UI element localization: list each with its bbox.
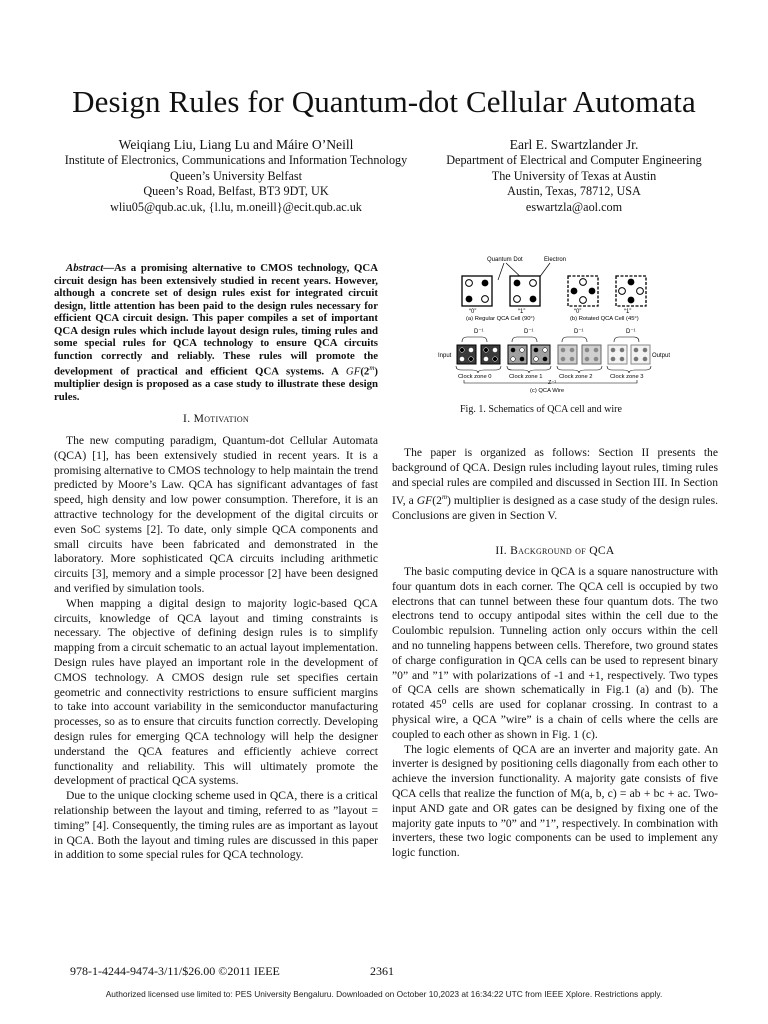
regular-cell-zero bbox=[462, 276, 492, 306]
abstract-label: Abstract bbox=[66, 262, 104, 274]
delay-brace bbox=[562, 337, 587, 342]
author-block-left bbox=[40, 136, 432, 215]
label-input: Input bbox=[438, 353, 452, 359]
label-clock-zone: Clock zone 2 bbox=[559, 374, 593, 380]
label-zero: “0” bbox=[469, 309, 477, 315]
wire-zone2-cell bbox=[558, 345, 577, 364]
author-names: Weiqiang Liu, Liang Lu and Máire O’Neill bbox=[118, 137, 354, 152]
wire-zone2-cell bbox=[582, 345, 601, 364]
figure-caption: Fig. 1. Schematics of QCA cell and wire bbox=[460, 404, 622, 415]
label-qca-wire: (c) QCA Wire bbox=[530, 388, 565, 394]
label-z: Z⁻¹ bbox=[548, 380, 557, 386]
label-clock-zone: Clock zone 1 bbox=[509, 374, 543, 380]
author-address: Queen’s Road, Belfast, BT3 9DT, UK bbox=[143, 184, 329, 199]
page-number: 2361 bbox=[370, 964, 394, 978]
wire-zone1-cell bbox=[508, 345, 527, 364]
label-output: Output bbox=[652, 353, 671, 359]
license-notice: Authorized licensed use limited to: PES University Bengaluru. Downloaded on October 10,2023 at 16:34:22 UTC from IEEE Xplore. Restrictions apply. bbox=[105, 989, 663, 999]
delay-brace bbox=[512, 337, 537, 342]
paragraph: The logic elements of QCA are an inverter and majority gate. An inverter is designed by positioning cells diagonally from each other to achieve the inversion functionality. A majority gate consists of five QCA cells that realize the function of M(a, b, c) = ab + bc + ac. Two-input AND gate and OR gates can be designed by fixing one of the majority gate inputs to ”0” and ”1”, respectively. In combination with inverters, these two logic components can be used to implement any logic function. bbox=[392, 742, 718, 860]
delay-brace bbox=[614, 337, 639, 342]
abstract: Abstract—As a promising alternative to CMOS technology, QCA circuit design has been extensively studied in recent years. However, although a concrete set of design rules exist for integrated circuit design, little attention has been paid to the design rules necessary for efficient QCA circuit design. This paper compiles a set of important QCA design rules which include layout design rules, timing rules and some special rules for QCA technology to ensure QCA circuits function correctly and reliably. These rules will promote the development of practical and efficient QCA systems. A GF(2$^m$) multiplier design is proposed as a case study to illustrate these design rules. bbox=[54, 262, 378, 403]
wire-zone1-cell bbox=[531, 345, 550, 364]
section-background-body bbox=[392, 565, 718, 861]
section-heading-motivation: I. Motivation bbox=[183, 412, 249, 425]
label-rotated-cell: (b) Rotated QCA Cell (45°) bbox=[570, 316, 639, 322]
author-email: eswartzla@aol.com bbox=[525, 199, 623, 214]
pointer-line bbox=[498, 263, 504, 280]
paragraph: The basic computing device in QCA is a square nanostructure with four quantum dots in each corner. The QCA cell is occupied by two electrons that can tunnel between these four quantum dots. The two electrons tend to occupy antipodal sites within the cell due to the Coulombic repulsion. Tunneling action only occurs within the cell and no tunneling happens between cells. Therefore, two ground states of charge configuration in QCA cells can be used to represent binary ”0” and ”1” with polarizations of -1 and +1, respectively. Two types of QCA cells are shown schematically in Fig.1 (a) and (b). The rotated 45⁰ cells are used for coplanar crossing. In contrast to a physical wire, a QCA ”wire” is a chain of cells where the cells are coupled to each other as shown in Fig. 1 (c). bbox=[392, 565, 718, 741]
wire-zone3-cell bbox=[631, 345, 650, 364]
author-affiliation: Institute of Electronics, Communications and Information Technology bbox=[64, 153, 408, 167]
label-quantum-dot: Quantum Dot bbox=[487, 257, 523, 263]
zone-brace bbox=[607, 366, 651, 373]
rotated-cell-one bbox=[616, 276, 646, 306]
author-block-right bbox=[424, 136, 724, 215]
label-electron: Electron bbox=[544, 257, 567, 263]
footer-isbn: 978-1-4244-9474-3/11/$26.00 ©2011 IEEE bbox=[70, 964, 280, 978]
label-regular-cell: (a) Regular QCA Cell (90°) bbox=[466, 316, 535, 322]
author-affiliation: Department of Electrical and Computer Engineering bbox=[446, 153, 702, 167]
wire-zone0-cell bbox=[457, 345, 476, 364]
wire-zone0-cell bbox=[481, 345, 500, 364]
delay-brace bbox=[462, 337, 487, 342]
label-zero: “0” bbox=[574, 309, 582, 315]
zone-brace bbox=[507, 366, 551, 373]
label-delay: D⁻¹ bbox=[524, 329, 534, 335]
abstract-text-after: multiplier design is proposed as a case study to illustrate these design rules. bbox=[54, 378, 378, 403]
label-clock-zone: Clock zone 3 bbox=[610, 374, 644, 380]
label-one: “1” bbox=[518, 309, 526, 315]
label-delay: D⁻¹ bbox=[474, 329, 484, 335]
author-address: Austin, Texas, 78712, USA bbox=[507, 184, 641, 199]
label-delay: D⁻¹ bbox=[626, 329, 636, 335]
rotated-cell-zero bbox=[568, 276, 598, 306]
label-one: “1” bbox=[624, 309, 632, 315]
regular-cell-one bbox=[510, 276, 540, 306]
author-email: wliu05@qub.ac.uk, {l.lu, m.oneill}@ecit.qub.ac.uk bbox=[110, 199, 362, 214]
paragraph: Due to the unique clocking scheme used in QCA, there is a critical relationship between the layout and timing, referred to as ”layout = timing” [4]. Consequently, the timing rules are as important as layout in QCA. Both the layout and timing rules are discussed in this paper in addition to some special rules for QCA technology. bbox=[54, 789, 378, 862]
section-motivation-body bbox=[54, 434, 378, 863]
paragraph: When mapping a digital design to majority logic-based QCA circuits, knowledge of QCA layout and timing constraints is necessary. The objective of defining design rules is to simplify mapping from a circuit schematic to an actual layout implementation. Design rules have played an important role in the development of CMOS technology. A CMOS design rule set specifies certain geometric and connectivity restrictions to ensure sufficient margins to take into account variability in the semiconductor manufacturing processes, so as to ensure that circuits function correctly. Developing design rules for emerging QCA technology will help the designer understand the QCA features and efficiently achieve correct functionality and reliability. This will ultimately promote the development of practical QCA systems. bbox=[54, 596, 378, 788]
zone-brace bbox=[557, 366, 602, 373]
zone-brace bbox=[456, 366, 501, 373]
label-clock-zone: Clock zone 0 bbox=[458, 374, 492, 380]
section-heading-background: II. Background of QCA bbox=[495, 544, 615, 557]
author-names: Earl E. Swartzlander Jr. bbox=[509, 137, 639, 152]
abstract-math: GF bbox=[345, 365, 361, 378]
wire-zone3-cell bbox=[608, 345, 627, 364]
figure-qca-schematic bbox=[432, 252, 692, 398]
author-university: The University of Texas at Austin bbox=[491, 168, 657, 183]
label-delay: D⁻¹ bbox=[574, 329, 584, 335]
abstract-text: —As a promising alternative to CMOS technology, QCA circuit design has been extensively studied in recent years. However, although a concrete set of design rules exist for integrated circuit design, little attention has been paid to the design rules necessary for efficient QCA circuit design. This paper compiles a set of important QCA design rules which include layout design rules, timing rules and some special rules for QCA technology to ensure QCA circuits function correctly and reliably. These rules will promote the development of practical and efficient QCA systems. A bbox=[54, 262, 378, 378]
paper-title: Design Rules for Quantum-dot Cellular Automata bbox=[72, 84, 696, 119]
author-university: Queen’s University Belfast bbox=[169, 168, 302, 183]
intro-paragraph-right: The paper is organized as follows: Section II presents the background of QCA. Design rules including layout rules, timing rules and special rules are compiled and discussed in Section III. In Section IV, a GF(2$^m$) multiplier is designed as a case study of the design rules. Conclusions are given in Section V. bbox=[392, 446, 718, 523]
paragraph: The new computing paradigm, Quantum-dot Cellular Automata (QCA) [1], has been extensively studied in recent years. It is a promising alternative to CMOS technology to help maintain the trend predicted by Moore’s Law. QCA has significant advantages of fast speed, high density and low power consumption. Therefore, it is an attractive technology for the development of the digital circuits or even SoC systems [2]. To date, only simple QCA components and small circuits have been fabricated and demonstrated in the laboratory. More sophisticated QCA circuits including arithmetic circuits [3], memory and a simple processor [2] have been designed and verified by simulation tools. bbox=[54, 434, 378, 595]
